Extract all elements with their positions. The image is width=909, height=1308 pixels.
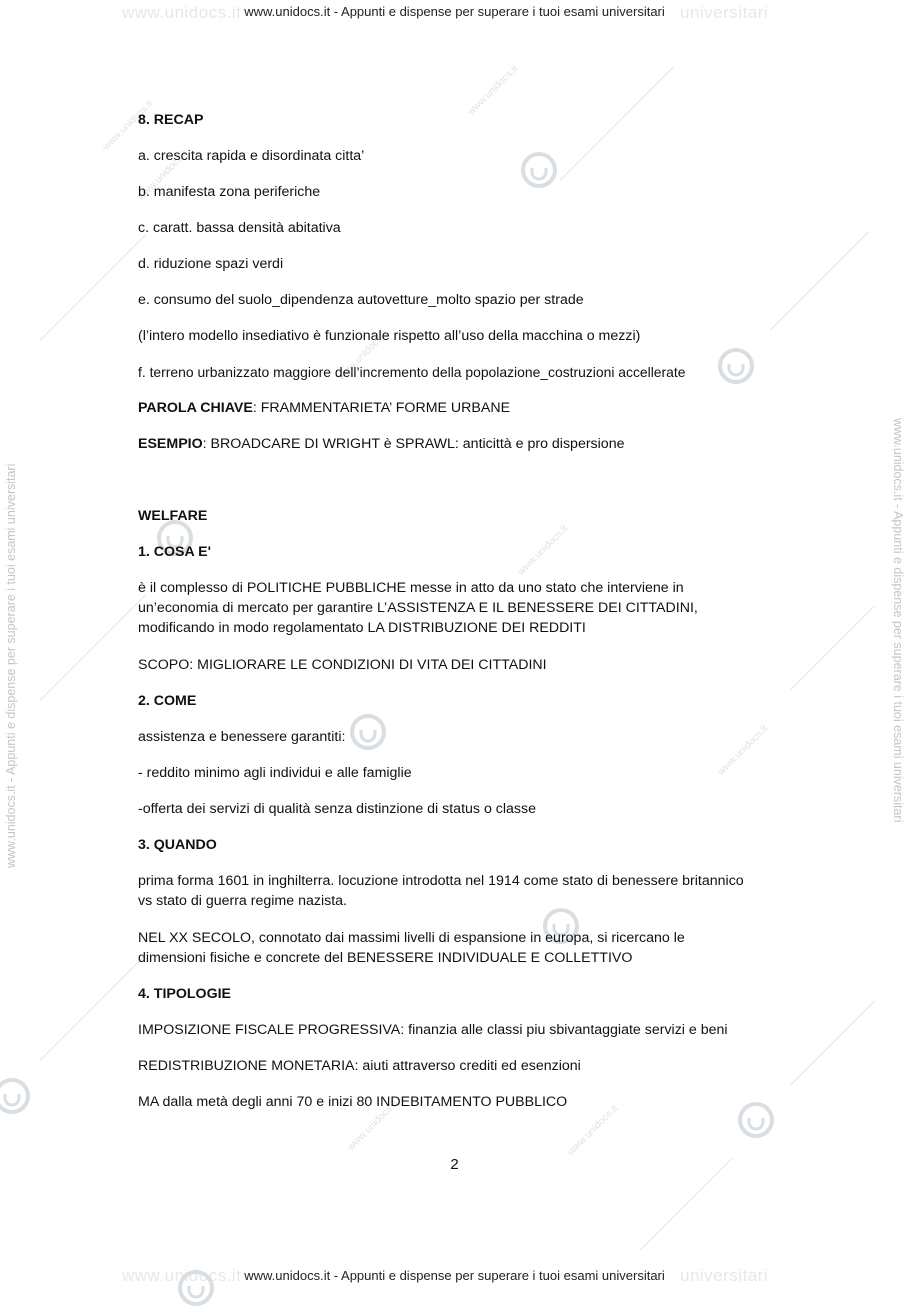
watermark-line xyxy=(40,954,147,1061)
recap-item-f: f. terreno urbanizzato maggiore dell’incremento della popolazione_costruzioni accellerate xyxy=(138,364,686,380)
watermark-faint-left-top: www.unidocs.it xyxy=(122,3,242,22)
watermark-diagonal-2: www.unidocs.it xyxy=(465,63,521,118)
section-4-item-1: IMPOSIZIONE FISCALE PROGRESSIVA: finanzia alle classi piu sbivantaggiate servizi e beni xyxy=(138,1022,728,1038)
watermark-diagonal-4: www.unidocs.it xyxy=(335,328,391,383)
watermark-right-side: www.unidocs.it - Appunti e dispense per superare i tuoi esami universitari xyxy=(891,418,905,823)
watermark-left-side: www.unidocs.it - Appunti e dispense per superare i tuoi esami universitari xyxy=(4,463,18,868)
section-1-text: è il complesso di POLITICHE PUBBLICHE messe in atto da uno stato che interviene in un’economia di mercato per garantire L’ASSISTENZA E IL BENESSERE DEI CITTADINI, modificando in modo regolamentato LA DISTRIBUZIONE DEI REDDITI xyxy=(138,580,698,636)
watermark-diagonal-7: www.unidocs.it xyxy=(345,1098,401,1153)
example-line xyxy=(138,434,869,454)
keyword-line xyxy=(138,398,869,418)
recap-item-e: e. consumo del suolo_dipendenza autovetture_molto spazio per strade xyxy=(138,292,584,308)
welfare-heading: WELFARE xyxy=(138,508,208,524)
watermark-faint-right-top: universitari xyxy=(680,3,769,22)
section-2-intro: assistenza e benessere garantiti: xyxy=(138,729,346,745)
recap-item-b: b. manifesta zona periferiche xyxy=(138,184,321,200)
page-header: www.unidocs.it - Appunti e dispense per superare i tuoi esami universitari xyxy=(244,4,665,19)
watermark-line xyxy=(40,234,147,341)
section-3-text-2: NEL XX SECOLO, connotato dai massimi livelli di espansione in europa, si ricercano le dimensioni fisiche e concrete del BENESSERE INDIVIDUALE E COLLETTIVO xyxy=(138,930,685,966)
recap-item-e-note: (l’intero modello insediativo è funzionale rispetto all’uso della macchina o mezzi) xyxy=(138,328,641,344)
watermark-diagonal-3: www.unidocs.it xyxy=(135,148,191,203)
section-2-item-2: -offerta dei servizi di qualità senza distinzione di status o classe xyxy=(138,801,536,817)
recap-item-a: a. crescita rapida e disordinata citta’ xyxy=(138,148,365,164)
watermark-line xyxy=(790,605,876,691)
watermark-diagonal-1: www.unidocs.it xyxy=(100,98,156,153)
page-number: 2 xyxy=(450,1156,459,1173)
section-4-item-2: REDISTRIBUZIONE MONETARIA: aiuti attraverso crediti ed esenzioni xyxy=(138,1058,581,1074)
example-label: ESEMPIO xyxy=(138,436,203,452)
recap-heading: 8. RECAP xyxy=(138,112,204,128)
watermark-diagonal-5: www.unidocs.it xyxy=(515,523,571,578)
recap-item-c: c. caratt. bassa densità abitativa xyxy=(138,220,341,236)
section-4-heading: 4. TIPOLOGIE xyxy=(138,986,232,1002)
section-2-heading: 2. COME xyxy=(138,693,197,709)
section-3-text-1: prima forma 1601 in inghilterra. locuzione introdotta nel 1914 come stato di benessere britannico vs stato di guerra regime nazista. xyxy=(138,873,744,909)
watermark-faint-left-bottom: www.unidocs.it xyxy=(122,1266,242,1285)
example-text: : BROADCARE DI WRIGHT è SPRAWL: anticittà e pro dispersione xyxy=(202,436,625,452)
watermark-line xyxy=(40,594,147,701)
watermark-faint-right-bottom: universitari xyxy=(680,1266,769,1285)
watermark-diagonal-6: www.unidocs.it xyxy=(715,723,771,778)
section-2-item-1: - reddito minimo agli individui e alle famiglie xyxy=(138,765,412,781)
page-footer: www.unidocs.it - Appunti e dispense per superare i tuoi esami universitari xyxy=(244,1268,665,1283)
keyword-label: PAROLA CHIAVE xyxy=(138,400,253,416)
scope-line: SCOPO: MIGLIORARE LE CONDIZIONI DI VITA DEI CITTADINI xyxy=(138,657,547,673)
keyword-text: : FRAMMENTARIETA’ FORME URBANE xyxy=(252,400,511,416)
watermark-diagonal-8: www.unidocs.it xyxy=(565,1103,621,1158)
unidocs-logo-icon xyxy=(176,1268,216,1308)
watermark-line xyxy=(770,231,870,331)
recap-item-d: d. riduzione spazi verdi xyxy=(138,256,284,272)
section-4-item-3: MA dalla metà degli anni 70 e inizi 80 INDEBITAMENTO PUBBLICO xyxy=(138,1094,568,1110)
unidocs-logo-icon xyxy=(0,1076,32,1116)
section-3-heading: 3. QUANDO xyxy=(138,837,217,853)
section-1-heading: 1. COSA E' xyxy=(138,544,212,560)
